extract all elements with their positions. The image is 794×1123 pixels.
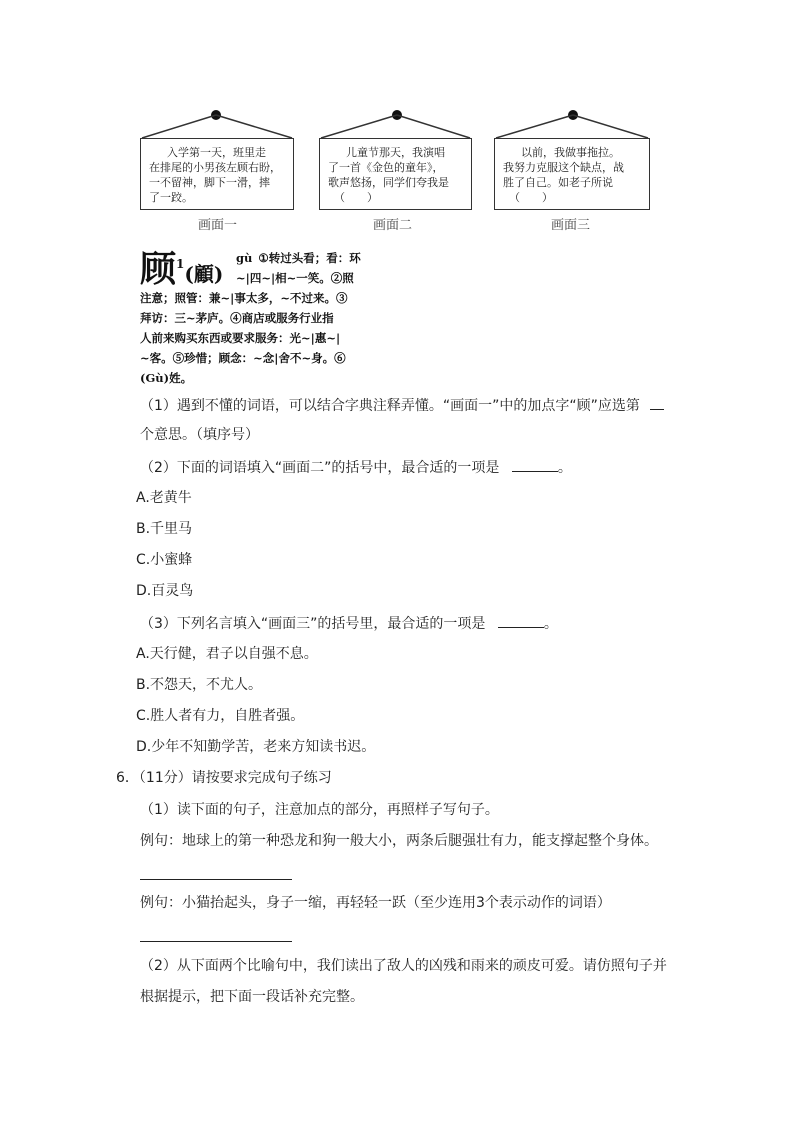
signs-illustration	[0, 100, 794, 140]
option-3b[interactable]: B.不怨天，不尤人。	[136, 677, 263, 693]
question-1-continued: 个意思。（填序号）	[140, 427, 259, 443]
option-3d[interactable]: D.少年不知勤学苦，老来方知读书迟。	[136, 739, 376, 755]
answer-blank-q3[interactable]	[498, 613, 544, 628]
sign-2-line: 儿童节那天，我演唱	[346, 146, 445, 159]
question-2-text: （2）下面的词语填入“画面二”的括号中，最合适的一项是	[140, 460, 500, 476]
question-1-text: （1）遇到不懂的词语，可以结合字典注释弄懂。“画面一”中的加点字“顾”应选第	[140, 398, 640, 414]
question-1	[140, 395, 664, 416]
sign-1	[140, 138, 294, 210]
option-3a[interactable]: A.天行健，君子以自强不息。	[136, 646, 318, 662]
question-6-part-2-continued: 根据提示，把下面一段话补充完整。	[140, 989, 364, 1005]
dict-headword-char: 顾	[140, 248, 177, 290]
question-3-period: 。	[543, 616, 558, 632]
sign-2-hanger	[321, 110, 470, 138]
dict-pinyin: gù	[236, 251, 253, 265]
sign-3-line: 以前，我做事拖拉。	[521, 146, 620, 159]
sign-3-line: 我努力克服这个缺点，战	[503, 161, 624, 174]
dict-definition: ①转过头看；看：环	[258, 251, 361, 265]
question-2-period: 。	[557, 460, 572, 476]
example-sentence-1: 例句：地球上的第一种恐龙和狗一般大小，两条后腿强壮有力，能支撑起整个身体。	[140, 833, 658, 849]
sign-3-hanger	[496, 110, 648, 138]
question-2	[140, 457, 572, 478]
option-2c[interactable]: C.小蜜蜂	[136, 552, 193, 568]
question-6-part-1: （1）读下面的句子，注意加点的部分，再照样子写句子。	[140, 802, 499, 818]
answer-line-1[interactable]	[140, 879, 292, 880]
sign-1-line: 一不留神，脚下一滑，摔	[149, 176, 270, 189]
sign-1-hanger	[142, 110, 292, 138]
sign-3-caption: 画面三	[551, 218, 591, 233]
sign-2-line: 了一首《金色的童年》，	[328, 161, 444, 174]
option-2d[interactable]: D.百灵鸟	[136, 583, 194, 599]
sign-3-line: 胜了自己。如老子所说	[503, 176, 613, 189]
answer-blank-q1[interactable]	[650, 395, 664, 410]
dictionary-entry	[140, 244, 410, 385]
option-2a[interactable]: A.老黄牛	[136, 490, 192, 506]
dict-traditional: (顧)	[184, 262, 224, 286]
sign-3	[494, 138, 650, 210]
sign-1-line: 在排尾的小男孩左顾右盼，	[149, 161, 281, 174]
dict-line-7: (Gù)姓。	[140, 371, 193, 385]
dict-line-6: ~客。⑤珍惜；顾念：~念|舍不~身。⑥	[140, 351, 346, 365]
question-3-text: （3）下列名言填入“画面三”的括号里，最合适的一项是	[140, 616, 486, 632]
sign-2-line: （ ）	[334, 191, 378, 204]
sign-1-caption: 画面一	[198, 218, 238, 233]
example-sentence-2: 例句：小猫抬起头，身子一缩，再轻轻一跃（至少连用3个表示动作的词语）	[140, 895, 611, 911]
sign-2-line: 歌声悠扬，同学们夸我是	[328, 176, 449, 189]
answer-line-2[interactable]	[140, 941, 292, 942]
option-2b[interactable]: B.千里马	[136, 521, 193, 537]
question-6-part-2: （2）从下面两个比喻句中，我们读出了敌人的凶残和雨来的顽皮可爱。请仿照句子并	[140, 958, 667, 974]
dict-headword	[140, 244, 223, 294]
question-6-title: 6．（11分）请按要求完成句子练习	[116, 770, 332, 786]
sign-2	[319, 138, 472, 210]
dict-line-4: 拜访：三~茅庐。④商店或服务行业指	[140, 311, 334, 325]
sign-2-caption: 画面二	[373, 218, 413, 233]
dict-line-1	[236, 248, 361, 268]
sign-1-line: 了一跤。	[149, 191, 193, 204]
dict-line-3: 注意；照管：兼~|事太多，~不过来。③	[140, 291, 348, 305]
dict-line-5: 人前来购买东西或要求服务：光~|惠~|	[140, 331, 341, 345]
sign-3-line: （ ）	[509, 191, 553, 204]
dict-line-2: ~|四~|相~一笑。②照	[236, 271, 354, 285]
sign-1-line: 入学第一天，班里走	[167, 146, 266, 159]
dict-superscript: 1	[176, 257, 185, 271]
option-3c[interactable]: C.胜人者有力，自胜者强。	[136, 708, 305, 724]
answer-blank-q2[interactable]	[512, 457, 558, 472]
question-3	[140, 613, 558, 634]
